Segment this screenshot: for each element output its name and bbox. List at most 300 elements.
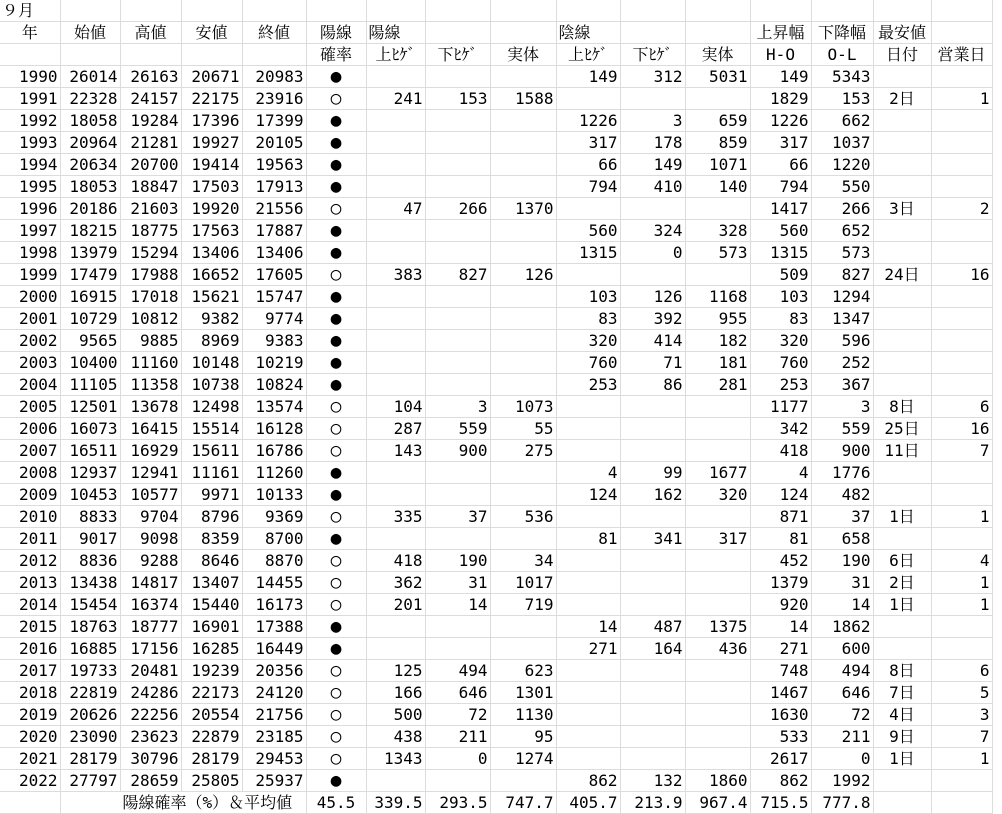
cell-year[interactable]: 2008 — [0, 462, 60, 484]
cell-close[interactable]: 17887 — [242, 220, 306, 242]
cell-bull-mark[interactable]: ○ — [306, 660, 366, 682]
header-low-date[interactable]: 最安値 — [873, 22, 931, 44]
cell-fall-width[interactable]: 153 — [811, 88, 873, 110]
cell-rise-width[interactable]: 418 — [750, 440, 811, 462]
cell-bull-body[interactable]: 55 — [490, 418, 556, 440]
cell-bear-lower-wick[interactable]: 99 — [620, 462, 685, 484]
cell-bear-lower-wick[interactable]: 341 — [620, 528, 685, 550]
cell-rise-width[interactable]: 2617 — [750, 748, 811, 770]
summary-value-bull-lower-wick[interactable]: 293.5 — [425, 792, 490, 814]
header-close[interactable] — [242, 44, 306, 66]
cell-fall-width[interactable]: 1037 — [811, 132, 873, 154]
cell-rise-width[interactable]: 452 — [750, 550, 811, 572]
cell-low[interactable]: 17563 — [181, 220, 242, 242]
cell-low-date[interactable]: 6日 — [873, 550, 931, 572]
header-bear-body[interactable]: 実体 — [685, 44, 750, 66]
cell-year[interactable]: 2010 — [0, 506, 60, 528]
cell-high[interactable]: 15294 — [120, 242, 181, 264]
summary-value-fall-width[interactable]: 777.8 — [811, 792, 873, 814]
cell-bull-upper-wick[interactable] — [366, 484, 425, 506]
cell-low[interactable]: 17396 — [181, 110, 242, 132]
cell-bull-body[interactable] — [490, 528, 556, 550]
cell-high[interactable]: 19284 — [120, 110, 181, 132]
cell-bull-mark[interactable]: ○ — [306, 418, 366, 440]
cell-bull-upper-wick[interactable] — [366, 132, 425, 154]
cell-bear-upper-wick[interactable] — [556, 726, 620, 748]
cell-bull-body[interactable]: 1130 — [490, 704, 556, 726]
cell-bear-body[interactable]: 140 — [685, 176, 750, 198]
cell-bear-upper-wick[interactable] — [556, 682, 620, 704]
cell-business-day[interactable] — [931, 616, 992, 638]
cell-high[interactable]: 16374 — [120, 594, 181, 616]
cell-low-date[interactable] — [873, 132, 931, 154]
cell-business-day[interactable]: 4 — [931, 550, 992, 572]
cell-high[interactable]: 11358 — [120, 374, 181, 396]
cell-business-day[interactable]: 16 — [931, 418, 992, 440]
cell-fall-width[interactable]: 37 — [811, 506, 873, 528]
cell-high[interactable]: 20700 — [120, 154, 181, 176]
cell-bear-upper-wick[interactable] — [556, 440, 620, 462]
header-rise-width[interactable]: H-O — [750, 44, 811, 66]
cell-bear-lower-wick[interactable] — [620, 396, 685, 418]
cell-bull-mark[interactable]: ● — [306, 308, 366, 330]
cell-high[interactable]: 9098 — [120, 528, 181, 550]
cell-bull-body[interactable] — [490, 286, 556, 308]
cell-business-day[interactable] — [931, 770, 992, 792]
cell-open[interactable]: 10453 — [60, 484, 120, 506]
cell-bear-lower-wick[interactable]: 392 — [620, 308, 685, 330]
cell-bull-upper-wick[interactable] — [366, 528, 425, 550]
cell-bull-mark[interactable]: ○ — [306, 682, 366, 704]
cell-bull-lower-wick[interactable] — [425, 638, 490, 660]
cell-bull-mark[interactable]: ○ — [306, 726, 366, 748]
summary-value-bear-lower-wick[interactable]: 213.9 — [620, 792, 685, 814]
cell-low-date[interactable]: 25日 — [873, 418, 931, 440]
cell-close[interactable]: 8700 — [242, 528, 306, 550]
cell-low[interactable]: 9382 — [181, 308, 242, 330]
cell-low[interactable]: 16652 — [181, 264, 242, 286]
cell-open[interactable]: 22819 — [60, 682, 120, 704]
cell-bear-body[interactable]: 859 — [685, 132, 750, 154]
cell-low-date[interactable]: 1日 — [873, 594, 931, 616]
cell-fall-width[interactable]: 367 — [811, 374, 873, 396]
cell-fall-width[interactable]: 1862 — [811, 616, 873, 638]
header-low[interactable]: 安値 — [181, 22, 242, 44]
cell-year[interactable]: 2005 — [0, 396, 60, 418]
cell-fall-width[interactable]: 190 — [811, 550, 873, 572]
cell-bear-lower-wick[interactable]: 312 — [620, 66, 685, 88]
cell-bear-lower-wick[interactable] — [620, 198, 685, 220]
cell-bear-body[interactable] — [685, 264, 750, 286]
cell-bear-lower-wick[interactable]: 162 — [620, 484, 685, 506]
cell-low[interactable]: 16901 — [181, 616, 242, 638]
cell-bull-lower-wick[interactable] — [425, 374, 490, 396]
cell-close[interactable]: 21556 — [242, 198, 306, 220]
header-bull-body[interactable] — [490, 22, 556, 44]
cell-close[interactable]: 17913 — [242, 176, 306, 198]
cell-low-date[interactable]: 2日 — [873, 572, 931, 594]
cell-business-day[interactable]: 5 — [931, 682, 992, 704]
cell-bear-lower-wick[interactable]: 132 — [620, 770, 685, 792]
cell-bull-mark[interactable]: ○ — [306, 396, 366, 418]
cell-close[interactable]: 24120 — [242, 682, 306, 704]
cell-year[interactable]: 2009 — [0, 484, 60, 506]
cell-bull-lower-wick[interactable]: 0 — [425, 748, 490, 770]
cell-low[interactable]: 28179 — [181, 748, 242, 770]
cell-bear-upper-wick[interactable]: 760 — [556, 352, 620, 374]
cell-business-day[interactable] — [931, 308, 992, 330]
cell-fall-width[interactable]: 550 — [811, 176, 873, 198]
cell-bear-body[interactable]: 328 — [685, 220, 750, 242]
cell-bear-body[interactable] — [685, 682, 750, 704]
summary-value-bull-upper-wick[interactable]: 339.5 — [366, 792, 425, 814]
cell-bear-body[interactable] — [685, 726, 750, 748]
cell-open[interactable]: 10729 — [60, 308, 120, 330]
cell-year[interactable]: 2011 — [0, 528, 60, 550]
cell-bear-lower-wick[interactable] — [620, 88, 685, 110]
cell-year[interactable]: 1991 — [0, 88, 60, 110]
cell-bear-body[interactable]: 1375 — [685, 616, 750, 638]
cell-fall-width[interactable]: 0 — [811, 748, 873, 770]
header-bull-mark[interactable]: 確率 — [306, 44, 366, 66]
cell-fall-width[interactable]: 252 — [811, 352, 873, 374]
cell-bear-lower-wick[interactable] — [620, 418, 685, 440]
cell-low-date[interactable] — [873, 770, 931, 792]
cell-bull-lower-wick[interactable] — [425, 132, 490, 154]
cell-bull-body[interactable] — [490, 616, 556, 638]
cell-business-day[interactable] — [931, 132, 992, 154]
cell-bull-upper-wick[interactable] — [366, 110, 425, 132]
cell-bear-lower-wick[interactable] — [620, 594, 685, 616]
cell-close[interactable]: 9369 — [242, 506, 306, 528]
cell-bull-lower-wick[interactable] — [425, 110, 490, 132]
cell-open[interactable]: 12501 — [60, 396, 120, 418]
cell-bull-upper-wick[interactable] — [366, 352, 425, 374]
cell-business-day[interactable] — [931, 286, 992, 308]
cell-low[interactable]: 8359 — [181, 528, 242, 550]
cell-low-date[interactable] — [873, 220, 931, 242]
cell-year[interactable]: 2020 — [0, 726, 60, 748]
cell-low[interactable]: 15621 — [181, 286, 242, 308]
cell-bear-upper-wick[interactable] — [556, 594, 620, 616]
cell-bull-upper-wick[interactable]: 1343 — [366, 748, 425, 770]
cell-bear-body[interactable] — [685, 396, 750, 418]
cell-bear-lower-wick[interactable] — [620, 264, 685, 286]
cell-bull-body[interactable]: 1073 — [490, 396, 556, 418]
cell-bear-lower-wick[interactable] — [620, 506, 685, 528]
cell-year[interactable]: 2004 — [0, 374, 60, 396]
cell-open[interactable]: 16915 — [60, 286, 120, 308]
cell-low-date[interactable] — [873, 792, 931, 814]
cell-open[interactable]: 18763 — [60, 616, 120, 638]
cell-open[interactable]: 8833 — [60, 506, 120, 528]
cell-bear-upper-wick[interactable]: 253 — [556, 374, 620, 396]
cell-low[interactable]: 15514 — [181, 418, 242, 440]
cell-rise-width[interactable]: 66 — [750, 154, 811, 176]
cell-bull-lower-wick[interactable]: 37 — [425, 506, 490, 528]
cell-low-date[interactable] — [873, 484, 931, 506]
cell-bull-lower-wick[interactable] — [425, 616, 490, 638]
cell-close[interactable]: 25937 — [242, 770, 306, 792]
cell-bull-body[interactable]: 275 — [490, 440, 556, 462]
header-bear-upper-wick[interactable]: 陰線 — [556, 22, 620, 44]
cell-high[interactable]: 23623 — [120, 726, 181, 748]
cell-low-date[interactable] — [873, 286, 931, 308]
cell-bear-upper-wick[interactable]: 4 — [556, 462, 620, 484]
cell-low-date[interactable] — [873, 154, 931, 176]
cell-open[interactable]: 12937 — [60, 462, 120, 484]
cell-bear-body[interactable]: 1071 — [685, 154, 750, 176]
cell-bear-upper-wick[interactable]: 124 — [556, 484, 620, 506]
cell-bull-body[interactable]: 1588 — [490, 88, 556, 110]
cell-bear-upper-wick[interactable]: 794 — [556, 176, 620, 198]
cell-bull-body[interactable] — [490, 638, 556, 660]
cell-rise-width[interactable]: 533 — [750, 726, 811, 748]
cell-bull-upper-wick[interactable] — [366, 374, 425, 396]
cell-bull-lower-wick[interactable]: 900 — [425, 440, 490, 462]
cell-bull-lower-wick[interactable] — [425, 330, 490, 352]
cell-fall-width[interactable]: 211 — [811, 726, 873, 748]
cell-rise-width[interactable]: 1829 — [750, 88, 811, 110]
cell-low-date[interactable] — [873, 66, 931, 88]
cell-business-day[interactable] — [931, 374, 992, 396]
cell-fall-width[interactable]: 3 — [811, 396, 873, 418]
cell-bull-mark[interactable]: ● — [306, 330, 366, 352]
cell-low-date[interactable] — [873, 638, 931, 660]
cell-close[interactable]: 29453 — [242, 748, 306, 770]
cell-bull-body[interactable] — [490, 176, 556, 198]
cell-bull-mark[interactable]: ● — [306, 286, 366, 308]
cell-bear-body[interactable] — [685, 660, 750, 682]
cell-low[interactable]: 16285 — [181, 638, 242, 660]
cell-bull-upper-wick[interactable] — [366, 462, 425, 484]
cell-business-day[interactable] — [931, 154, 992, 176]
cell-business-day[interactable]: 1 — [931, 506, 992, 528]
cell-bull-mark[interactable]: ● — [306, 462, 366, 484]
cell-bear-upper-wick[interactable] — [556, 660, 620, 682]
cell-low[interactable]: 20671 — [181, 66, 242, 88]
cell-bull-mark[interactable]: ○ — [306, 440, 366, 462]
cell-open[interactable]: 27797 — [60, 770, 120, 792]
cell-fall-width[interactable]: 827 — [811, 264, 873, 286]
cell-bull-lower-wick[interactable] — [425, 770, 490, 792]
cell-bull-body[interactable]: 536 — [490, 506, 556, 528]
cell-bull-body[interactable]: 95 — [490, 726, 556, 748]
cell-bull-body[interactable]: 623 — [490, 660, 556, 682]
header-bull-lower-wick[interactable]: 下ﾋｹﾞ — [425, 44, 490, 66]
cell-low[interactable]: 22879 — [181, 726, 242, 748]
cell-high[interactable]: 14817 — [120, 572, 181, 594]
cell-fall-width[interactable]: 658 — [811, 528, 873, 550]
cell-bear-upper-wick[interactable]: 14 — [556, 616, 620, 638]
cell-bull-lower-wick[interactable] — [425, 308, 490, 330]
cell-bull-upper-wick[interactable]: 143 — [366, 440, 425, 462]
cell-close[interactable]: 8870 — [242, 550, 306, 572]
cell-bear-upper-wick[interactable]: 1315 — [556, 242, 620, 264]
cell-bear-lower-wick[interactable] — [620, 440, 685, 462]
cell-bull-body[interactable]: 126 — [490, 264, 556, 286]
cell-bear-body[interactable]: 182 — [685, 330, 750, 352]
cell-business-day[interactable] — [931, 176, 992, 198]
header-open[interactable]: 始値 — [60, 22, 120, 44]
cell-close[interactable]: 13574 — [242, 396, 306, 418]
cell-high[interactable]: 20481 — [120, 660, 181, 682]
cell-bull-upper-wick[interactable] — [366, 638, 425, 660]
cell-low[interactable]: 25805 — [181, 770, 242, 792]
cell-rise-width[interactable]: 320 — [750, 330, 811, 352]
cell-bull-mark[interactable]: ○ — [306, 264, 366, 286]
cell-bull-upper-wick[interactable] — [366, 308, 425, 330]
cell-low-date[interactable] — [873, 242, 931, 264]
cell-business-day[interactable]: 6 — [931, 396, 992, 418]
cell-high[interactable]: 17018 — [120, 286, 181, 308]
cell-open[interactable]: 18053 — [60, 176, 120, 198]
cell-year[interactable]: 2012 — [0, 550, 60, 572]
cell-bear-body[interactable] — [685, 88, 750, 110]
header-fall-width[interactable]: 下降幅 — [811, 22, 873, 44]
cell-close[interactable]: 21756 — [242, 704, 306, 726]
cell-bear-lower-wick[interactable] — [620, 572, 685, 594]
cell-bear-lower-wick[interactable]: 3 — [620, 110, 685, 132]
cell-business-day[interactable] — [931, 330, 992, 352]
cell-bear-lower-wick[interactable]: 86 — [620, 374, 685, 396]
cell-rise-width[interactable]: 342 — [750, 418, 811, 440]
cell-bull-body[interactable]: 1301 — [490, 682, 556, 704]
cell-bull-lower-wick[interactable]: 211 — [425, 726, 490, 748]
cell-bull-upper-wick[interactable]: 47 — [366, 198, 425, 220]
cell-business-day[interactable]: 2 — [931, 198, 992, 220]
cell-fall-width[interactable]: 1992 — [811, 770, 873, 792]
cell-bear-lower-wick[interactable]: 126 — [620, 286, 685, 308]
cell-low-date[interactable]: 11日 — [873, 440, 931, 462]
cell-bull-lower-wick[interactable]: 72 — [425, 704, 490, 726]
cell-close[interactable]: 9383 — [242, 330, 306, 352]
cell-low-date[interactable] — [873, 176, 931, 198]
cell-low[interactable]: 22173 — [181, 682, 242, 704]
cell-bull-upper-wick[interactable] — [366, 242, 425, 264]
cell-bear-lower-wick[interactable]: 487 — [620, 616, 685, 638]
cell-low-date[interactable]: 7日 — [873, 682, 931, 704]
cell-year[interactable]: 1996 — [0, 198, 60, 220]
cell-bear-lower-wick[interactable] — [620, 726, 685, 748]
cell-bull-upper-wick[interactable] — [366, 66, 425, 88]
cell-high[interactable]: 21603 — [120, 198, 181, 220]
cell-rise-width[interactable]: 124 — [750, 484, 811, 506]
cell-low[interactable]: 8969 — [181, 330, 242, 352]
cell-year[interactable]: 1990 — [0, 66, 60, 88]
cell-bull-body[interactable]: 1274 — [490, 748, 556, 770]
cell-low-date[interactable] — [873, 374, 931, 396]
cell-low[interactable]: 19920 — [181, 198, 242, 220]
cell-bear-lower-wick[interactable]: 149 — [620, 154, 685, 176]
cell-rise-width[interactable]: 4 — [750, 462, 811, 484]
cell-rise-width[interactable]: 253 — [750, 374, 811, 396]
cell-rise-width[interactable]: 81 — [750, 528, 811, 550]
cell-bear-body[interactable]: 5031 — [685, 66, 750, 88]
cell-bear-lower-wick[interactable]: 164 — [620, 638, 685, 660]
header-close[interactable]: 終値 — [242, 22, 306, 44]
cell-bull-mark[interactable]: ● — [306, 242, 366, 264]
cell-low[interactable]: 11161 — [181, 462, 242, 484]
cell-bull-body[interactable]: 1370 — [490, 198, 556, 220]
cell-year[interactable]: 1993 — [0, 132, 60, 154]
cell-low[interactable]: 19414 — [181, 154, 242, 176]
cell-bear-body[interactable]: 436 — [685, 638, 750, 660]
header-business-day[interactable]: 営業日 — [931, 44, 992, 66]
cell-close[interactable]: 16173 — [242, 594, 306, 616]
cell-rise-width[interactable]: 760 — [750, 352, 811, 374]
cell-fall-width[interactable]: 494 — [811, 660, 873, 682]
cell-bull-mark[interactable]: ● — [306, 66, 366, 88]
cell-open[interactable]: 20186 — [60, 198, 120, 220]
cell-bear-lower-wick[interactable]: 410 — [620, 176, 685, 198]
cell-fall-width[interactable]: 72 — [811, 704, 873, 726]
summary-value-bull-mark[interactable]: 45.5 — [306, 792, 366, 814]
cell-open[interactable]: 23090 — [60, 726, 120, 748]
cell-close[interactable]: 10133 — [242, 484, 306, 506]
cell-bull-upper-wick[interactable] — [366, 616, 425, 638]
cell-bull-lower-wick[interactable] — [425, 154, 490, 176]
cell-open[interactable]: 20964 — [60, 132, 120, 154]
cell-fall-width[interactable]: 1776 — [811, 462, 873, 484]
header-year[interactable]: 年 — [0, 22, 60, 44]
cell-low-date[interactable]: 2日 — [873, 88, 931, 110]
cell-bear-upper-wick[interactable] — [556, 506, 620, 528]
cell-rise-width[interactable]: 748 — [750, 660, 811, 682]
cell-bull-upper-wick[interactable]: 362 — [366, 572, 425, 594]
cell-bull-upper-wick[interactable] — [366, 286, 425, 308]
cell-bear-upper-wick[interactable]: 320 — [556, 330, 620, 352]
cell-bull-upper-wick[interactable] — [366, 770, 425, 792]
cell-bull-mark[interactable]: ● — [306, 110, 366, 132]
cell-bear-body[interactable] — [685, 418, 750, 440]
cell-bear-body[interactable]: 320 — [685, 484, 750, 506]
cell-low[interactable]: 15440 — [181, 594, 242, 616]
cell-year[interactable]: 2006 — [0, 418, 60, 440]
summary-label[interactable]: 陽線確率（%）＆平均値 — [60, 792, 306, 814]
cell-year[interactable]: 2000 — [0, 286, 60, 308]
cell-year[interactable]: 2001 — [0, 308, 60, 330]
cell-bear-upper-wick[interactable]: 83 — [556, 308, 620, 330]
cell-open[interactable]: 15454 — [60, 594, 120, 616]
summary-value-rise-width[interactable]: 715.5 — [750, 792, 811, 814]
cell-bear-upper-wick[interactable]: 103 — [556, 286, 620, 308]
cell-bull-mark[interactable]: ○ — [306, 704, 366, 726]
cell-open[interactable]: 8836 — [60, 550, 120, 572]
cell-year[interactable]: 2015 — [0, 616, 60, 638]
cell-bear-upper-wick[interactable]: 81 — [556, 528, 620, 550]
cell-year[interactable]: 1999 — [0, 264, 60, 286]
cell-low-date[interactable]: 4日 — [873, 704, 931, 726]
cell-bull-mark[interactable]: ● — [306, 770, 366, 792]
header-business-day[interactable] — [931, 22, 992, 44]
cell-bull-mark[interactable]: ● — [306, 638, 366, 660]
cell-low-date[interactable] — [873, 616, 931, 638]
cell-low-date[interactable] — [873, 528, 931, 550]
cell-close[interactable]: 16128 — [242, 418, 306, 440]
cell-bear-body[interactable]: 659 — [685, 110, 750, 132]
cell-bear-body[interactable] — [685, 748, 750, 770]
cell-high[interactable]: 9885 — [120, 330, 181, 352]
cell-bull-body[interactable] — [490, 220, 556, 242]
cell-year[interactable]: 2016 — [0, 638, 60, 660]
cell-year[interactable]: 2003 — [0, 352, 60, 374]
cell-bull-mark[interactable]: ● — [306, 132, 366, 154]
cell-business-day[interactable] — [931, 66, 992, 88]
cell-low-date[interactable] — [873, 352, 931, 374]
header-low-date[interactable]: 日付 — [873, 44, 931, 66]
cell-close[interactable]: 23185 — [242, 726, 306, 748]
